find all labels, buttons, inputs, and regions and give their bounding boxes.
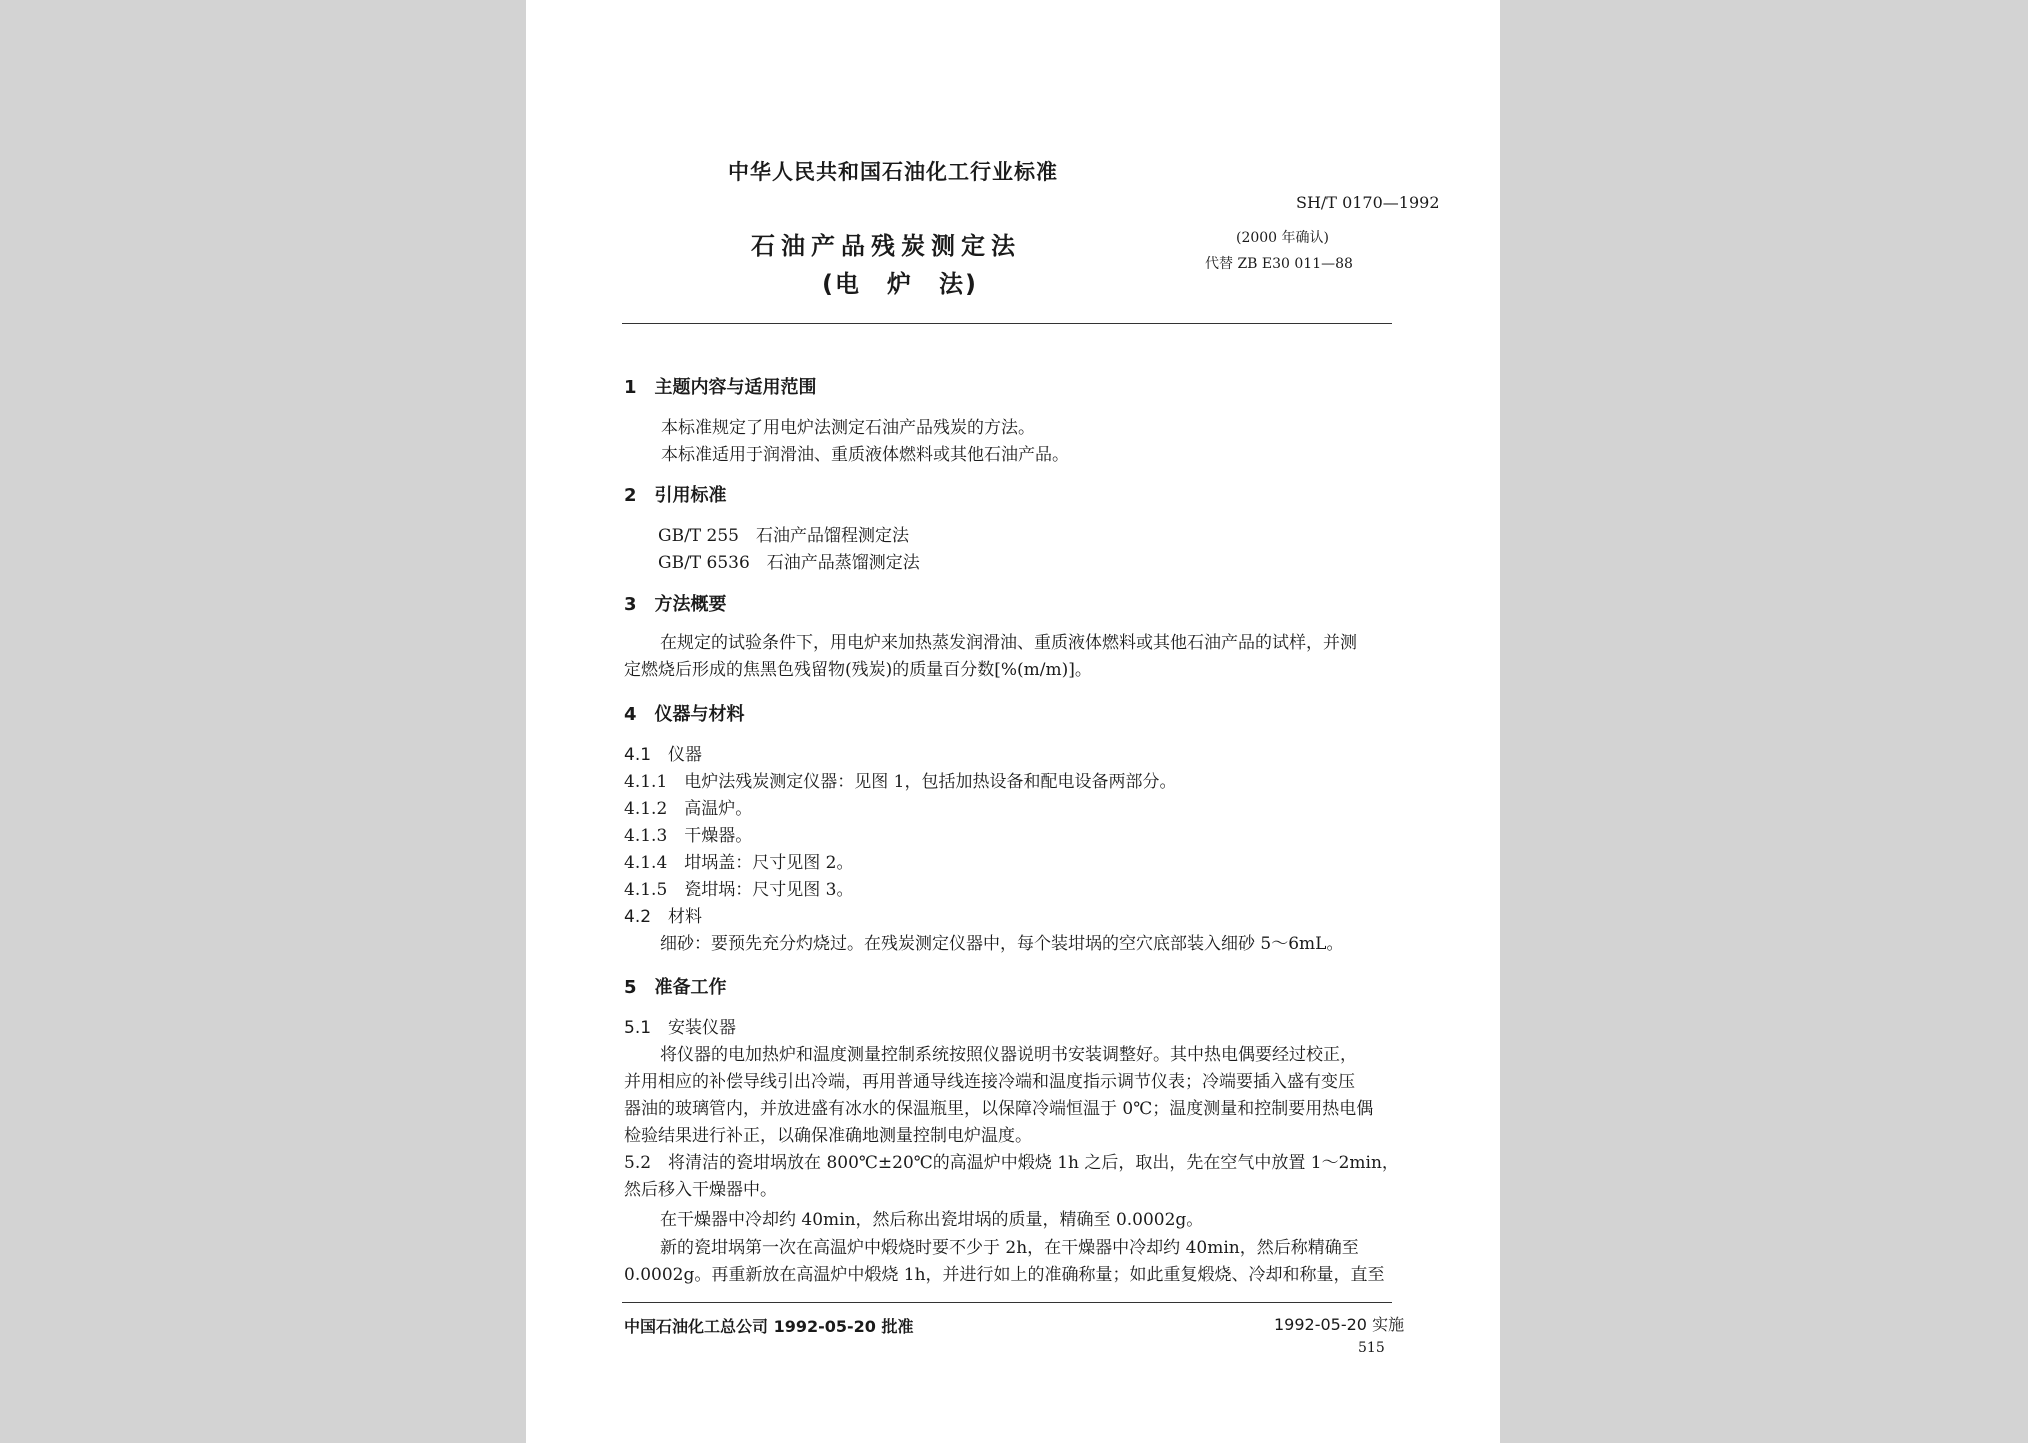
document-subtitle: (电 炉 法) bbox=[822, 270, 978, 298]
section-5-2-para-1: 在干燥器中冷却约 40min，然后称出瓷坩埚的质量，精确至 0.0002g。 bbox=[660, 1210, 1204, 1230]
standard-code: SH/T 0170—1992 bbox=[1296, 193, 1440, 212]
document-title: 石油产品残炭测定法 bbox=[751, 232, 1021, 260]
item-4-1-5: 4.1.5 瓷坩埚：尺寸见图 3。 bbox=[624, 880, 854, 900]
section-4-heading: 4 仪器与材料 bbox=[624, 704, 745, 725]
section-1-heading: 1 主题内容与适用范围 bbox=[624, 377, 817, 398]
section-1-para-2: 本标准适用于润滑油、重质液体燃料或其他石油产品。 bbox=[661, 445, 1069, 465]
section-3-heading: 3 方法概要 bbox=[624, 594, 727, 615]
item-5-2-line-1: 5.2 将清洁的瓷坩埚放在 800℃±20℃的高温炉中煅烧 1h 之后，取出，先在空气中放置 1～2min， bbox=[624, 1153, 1399, 1173]
section-5-1-line-1: 将仪器的电加热炉和温度测量控制系统按照仪器说明书安装调整好。其中热电偶要经过校正， bbox=[660, 1045, 1357, 1065]
section-5-1-line-3: 器油的玻璃管内，并放进盛有冰水的保温瓶里，以保障冷端恒温于 0℃；温度测量和控制要用热电偶 bbox=[624, 1099, 1374, 1119]
section-2-heading: 2 引用标准 bbox=[624, 485, 727, 506]
item-4-1-1: 4.1.1 电炉法残炭测定仪器：见图 1，包括加热设备和配电设备两部分。 bbox=[624, 772, 1177, 792]
section-5-1-line-2: 并用相应的补偿导线引出冷端，再用普通导线连接冷端和温度指示调节仪表；冷端要插入盛有变压 bbox=[624, 1072, 1355, 1092]
replace-note: 代替 ZB E30 011—88 bbox=[1205, 256, 1353, 272]
section-3-line-2: 定燃烧后形成的焦黑色残留物(残炭)的质量百分数[%(m/m)]。 bbox=[624, 660, 1092, 680]
materials-para: 细砂：要预先充分灼烧过。在残炭测定仪器中，每个装坩埚的空穴底部装入细砂 5～6mL。 bbox=[660, 934, 1344, 954]
section-5-1-line-4: 检验结果进行补正，以确保准确地测量控制电炉温度。 bbox=[624, 1126, 1032, 1146]
item-4-2: 4.2 材料 bbox=[624, 907, 703, 927]
reference-2: GB/T 6536 石油产品蒸馏测定法 bbox=[658, 553, 920, 573]
page-number: 515 bbox=[1358, 1340, 1385, 1356]
header-rule bbox=[622, 323, 1392, 324]
item-5-2-line-2: 然后移入干燥器中。 bbox=[624, 1180, 777, 1200]
item-4-1-3: 4.1.3 干燥器。 bbox=[624, 826, 753, 846]
section-1-para-1: 本标准规定了用电炉法测定石油产品残炭的方法。 bbox=[661, 418, 1035, 438]
item-5-1: 5.1 安装仪器 bbox=[624, 1018, 737, 1038]
footer-rule bbox=[622, 1302, 1392, 1303]
section-3-line-1: 在规定的试验条件下，用电炉来加热蒸发润滑油、重质液体燃料或其他石油产品的试样，并测 bbox=[660, 633, 1357, 653]
section-5-heading: 5 准备工作 bbox=[624, 977, 727, 998]
item-4-1: 4.1 仪器 bbox=[624, 745, 703, 765]
section-5-2-para-2-line-1: 新的瓷坩埚第一次在高温炉中煅烧时要不少于 2h，在干燥器中冷却约 40min，然后称精确至 bbox=[660, 1238, 1359, 1258]
national-standard-title: 中华人民共和国石油化工行业标准 bbox=[728, 160, 1058, 184]
item-4-1-2: 4.1.2 高温炉。 bbox=[624, 799, 753, 819]
confirm-note: (2000 年确认) bbox=[1236, 230, 1330, 246]
document-page bbox=[526, 0, 1500, 1443]
item-4-1-4: 4.1.4 坩埚盖：尺寸见图 2。 bbox=[624, 853, 854, 873]
reference-1: GB/T 255 石油产品馏程测定法 bbox=[658, 526, 909, 546]
implementation-date: 1992-05-20 实施 bbox=[1274, 1315, 1405, 1334]
approval-note: 中国石油化工总公司 1992-05-20 批准 bbox=[624, 1317, 914, 1336]
section-5-2-para-2-line-2: 0.0002g。再重新放在高温炉中煅烧 1h，并进行如上的准确称量；如此重复煅烧、冷却和称量，直至 bbox=[624, 1265, 1385, 1285]
